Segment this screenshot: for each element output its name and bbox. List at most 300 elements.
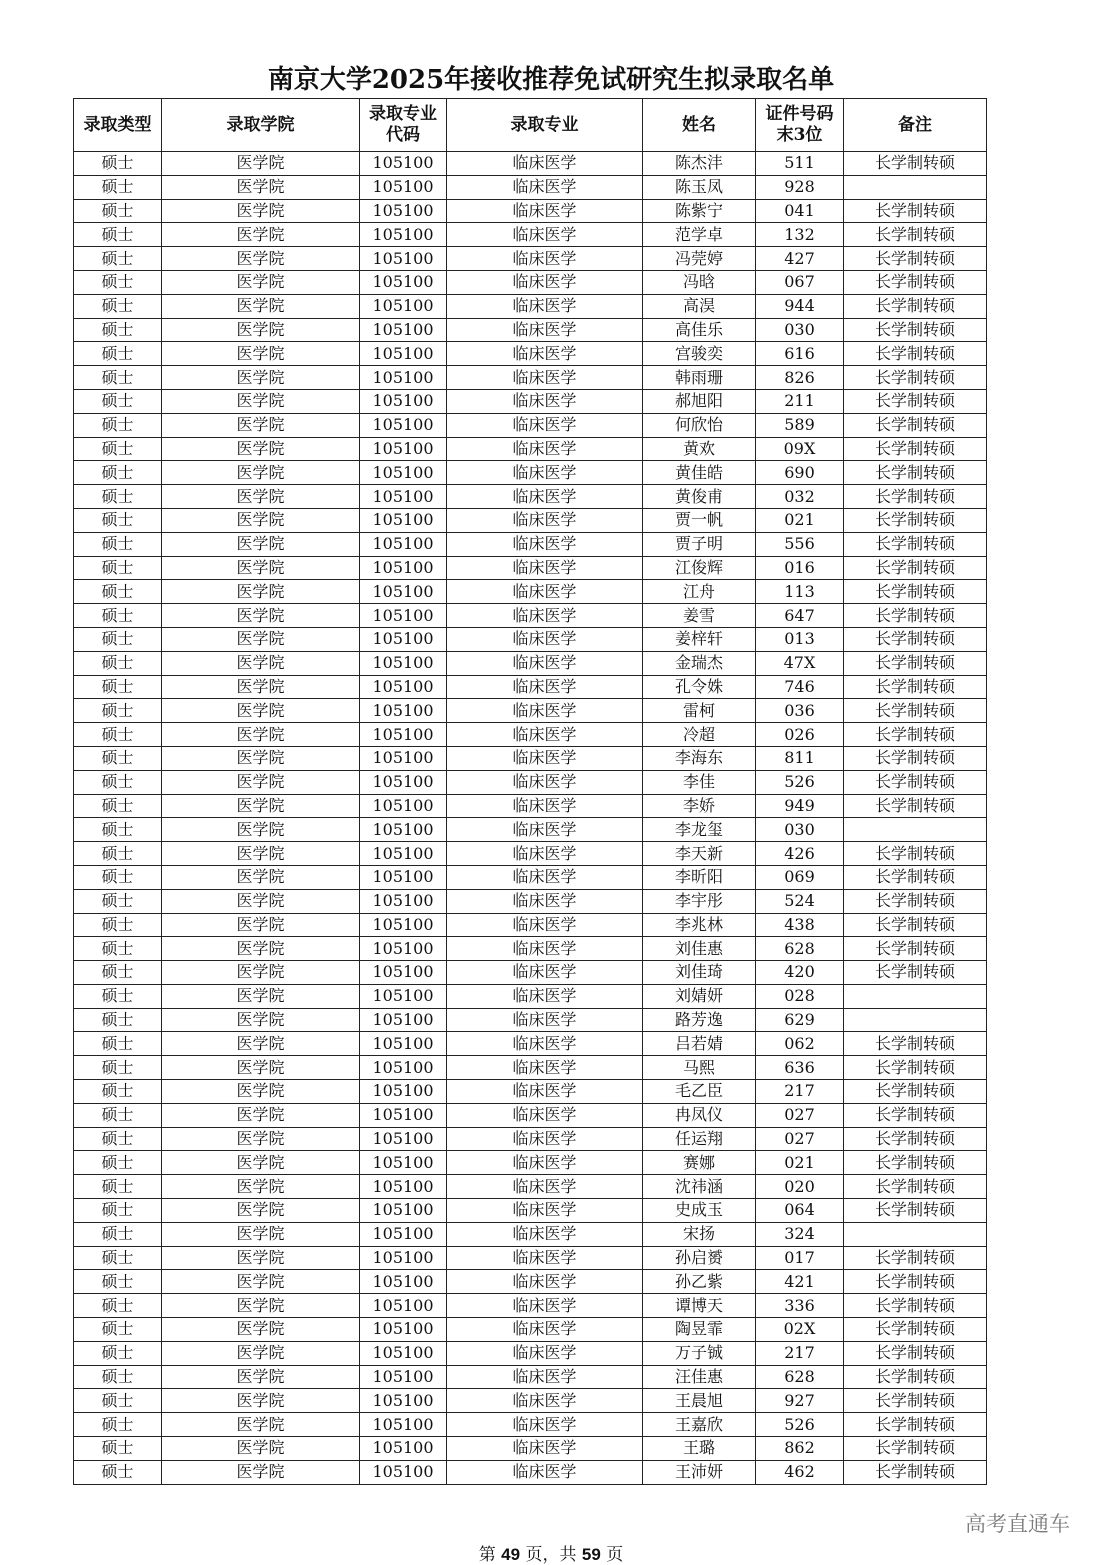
cell-major: 临床医学 (447, 342, 643, 366)
cell-major: 临床医学 (447, 1341, 643, 1365)
cell-code: 105100 (360, 1175, 447, 1199)
cell-name: 李佳 (643, 770, 756, 794)
cell-college: 医学院 (162, 604, 360, 628)
cell-name: 王嘉欣 (643, 1413, 756, 1437)
header-code: 录取专业 代码 (360, 99, 447, 152)
cell-name: 黄佳皓 (643, 461, 756, 485)
cell-id3: 927 (756, 1389, 844, 1413)
table-row (74, 485, 987, 509)
cell-id3: 132 (756, 223, 844, 247)
cell-code: 105100 (360, 1222, 447, 1246)
table-row (74, 699, 987, 723)
cell-id3: 438 (756, 913, 844, 937)
cell-major: 临床医学 (447, 675, 643, 699)
cell-major: 临床医学 (447, 699, 643, 723)
table-row (74, 413, 987, 437)
cell-name: 李昕阳 (643, 865, 756, 889)
page-title: 南京大学2025年接收推荐免试研究生拟录取名单 (267, 65, 835, 95)
table-row (74, 818, 987, 842)
cell-college: 医学院 (162, 627, 360, 651)
cell-note: 长学制转硕 (844, 675, 987, 699)
cell-id3: 690 (756, 461, 844, 485)
cell-type: 硕士 (74, 366, 162, 390)
cell-note: 长学制转硕 (844, 1175, 987, 1199)
cell-college: 医学院 (162, 342, 360, 366)
cell-college: 医学院 (162, 1341, 360, 1365)
cell-note: 长学制转硕 (844, 699, 987, 723)
cell-type: 硕士 (74, 1103, 162, 1127)
cell-id3: 020 (756, 1175, 844, 1199)
cell-major: 临床医学 (447, 1199, 643, 1223)
cell-id3: 036 (756, 699, 844, 723)
cell-name: 冉凤仪 (643, 1103, 756, 1127)
cell-code: 105100 (360, 1341, 447, 1365)
cell-note: 长学制转硕 (844, 937, 987, 961)
cell-note: 长学制转硕 (844, 389, 987, 413)
cell-college: 医学院 (162, 1199, 360, 1223)
table-row (74, 842, 987, 866)
cell-major: 临床医学 (447, 580, 643, 604)
cell-name: 韩雨珊 (643, 366, 756, 390)
table-row (74, 437, 987, 461)
table-row (74, 223, 987, 247)
cell-college: 医学院 (162, 746, 360, 770)
cell-code: 105100 (360, 389, 447, 413)
cell-major: 临床医学 (447, 152, 643, 176)
cell-name: 刘佳琦 (643, 961, 756, 985)
table-row (74, 1294, 987, 1318)
cell-code: 105100 (360, 984, 447, 1008)
cell-college: 医学院 (162, 1151, 360, 1175)
header-college: 录取学院 (162, 99, 360, 152)
cell-major: 临床医学 (447, 1365, 643, 1389)
cell-major: 临床医学 (447, 1318, 643, 1342)
header-major: 录取专业 (447, 99, 643, 152)
cell-name: 郝旭阳 (643, 389, 756, 413)
table-row (74, 961, 987, 985)
cell-id3: 062 (756, 1032, 844, 1056)
cell-type: 硕士 (74, 461, 162, 485)
table-row (74, 1365, 987, 1389)
table-row (74, 1460, 987, 1484)
cell-type: 硕士 (74, 627, 162, 651)
cell-code: 105100 (360, 1056, 447, 1080)
cell-id3: 027 (756, 1103, 844, 1127)
table-row (74, 508, 987, 532)
cell-type: 硕士 (74, 1056, 162, 1080)
cell-college: 医学院 (162, 961, 360, 985)
cell-name: 陶昱霏 (643, 1318, 756, 1342)
cell-type: 硕士 (74, 247, 162, 271)
cell-code: 105100 (360, 294, 447, 318)
cell-college: 医学院 (162, 1103, 360, 1127)
cell-college: 医学院 (162, 1008, 360, 1032)
table-row (74, 461, 987, 485)
cell-name: 刘佳惠 (643, 937, 756, 961)
cell-code: 105100 (360, 1365, 447, 1389)
cell-major: 临床医学 (447, 1222, 643, 1246)
cell-college: 医学院 (162, 842, 360, 866)
cell-major: 临床医学 (447, 508, 643, 532)
cell-name: 孙启赟 (643, 1246, 756, 1270)
cell-note: 长学制转硕 (844, 1246, 987, 1270)
cell-type: 硕士 (74, 1413, 162, 1437)
cell-code: 105100 (360, 699, 447, 723)
table-row (74, 1032, 987, 1056)
cell-code: 105100 (360, 175, 447, 199)
cell-college: 医学院 (162, 1032, 360, 1056)
cell-type: 硕士 (74, 1318, 162, 1342)
cell-code: 105100 (360, 532, 447, 556)
cell-type: 硕士 (74, 294, 162, 318)
cell-id3: 017 (756, 1246, 844, 1270)
cell-name: 李海东 (643, 746, 756, 770)
cell-major: 临床医学 (447, 889, 643, 913)
cell-id3: 041 (756, 199, 844, 223)
cell-code: 105100 (360, 366, 447, 390)
cell-note (844, 1008, 987, 1032)
cell-major: 临床医学 (447, 532, 643, 556)
cell-code: 105100 (360, 889, 447, 913)
cell-code: 105100 (360, 818, 447, 842)
cell-type: 硕士 (74, 1246, 162, 1270)
cell-name: 姜梓轩 (643, 627, 756, 651)
table-row (74, 1056, 987, 1080)
cell-college: 医学院 (162, 1294, 360, 1318)
cell-type: 硕士 (74, 580, 162, 604)
cell-major: 临床医学 (447, 223, 643, 247)
cell-code: 105100 (360, 152, 447, 176)
header-id3: 证件号码 末3位 (756, 99, 844, 152)
cell-code: 105100 (360, 223, 447, 247)
cell-type: 硕士 (74, 913, 162, 937)
cell-code: 105100 (360, 1294, 447, 1318)
cell-college: 医学院 (162, 270, 360, 294)
cell-college: 医学院 (162, 818, 360, 842)
cell-major: 临床医学 (447, 1080, 643, 1104)
table-row (74, 746, 987, 770)
cell-major: 临床医学 (447, 1460, 643, 1484)
cell-note: 长学制转硕 (844, 1365, 987, 1389)
cell-code: 105100 (360, 961, 447, 985)
cell-college: 医学院 (162, 889, 360, 913)
cell-name: 王晨旭 (643, 1389, 756, 1413)
cell-id3: 556 (756, 532, 844, 556)
cell-type: 硕士 (74, 437, 162, 461)
cell-code: 105100 (360, 580, 447, 604)
cell-major: 临床医学 (447, 413, 643, 437)
cell-type: 硕士 (74, 794, 162, 818)
cell-note: 长学制转硕 (844, 1341, 987, 1365)
cell-id3: 032 (756, 485, 844, 509)
cell-major: 临床医学 (447, 437, 643, 461)
cell-name: 高佳乐 (643, 318, 756, 342)
cell-name: 冯晗 (643, 270, 756, 294)
cell-college: 医学院 (162, 1127, 360, 1151)
cell-major: 临床医学 (447, 865, 643, 889)
cell-id3: 811 (756, 746, 844, 770)
cell-major: 临床医学 (447, 746, 643, 770)
cell-id3: 628 (756, 937, 844, 961)
cell-note: 长学制转硕 (844, 651, 987, 675)
cell-id3: 02X (756, 1318, 844, 1342)
cell-college: 医学院 (162, 532, 360, 556)
page-number: 49 (501, 1545, 521, 1564)
watermark: 高考直通车 (965, 1512, 1070, 1536)
cell-code: 105100 (360, 1389, 447, 1413)
table-row (74, 1008, 987, 1032)
cell-name: 王璐 (643, 1437, 756, 1461)
table-row (74, 675, 987, 699)
cell-id3: 064 (756, 1199, 844, 1223)
cell-code: 105100 (360, 413, 447, 437)
table-row (74, 389, 987, 413)
cell-code: 105100 (360, 1437, 447, 1461)
cell-id3: 217 (756, 1080, 844, 1104)
cell-major: 临床医学 (447, 1008, 643, 1032)
table-row (74, 342, 987, 366)
cell-major: 临床医学 (447, 461, 643, 485)
cell-note (844, 175, 987, 199)
cell-name: 吕若婧 (643, 1032, 756, 1056)
table-body (74, 152, 987, 1485)
cell-name: 江舟 (643, 580, 756, 604)
cell-note: 长学制转硕 (844, 723, 987, 747)
cell-code: 105100 (360, 1246, 447, 1270)
cell-type: 硕士 (74, 270, 162, 294)
cell-note: 长学制转硕 (844, 485, 987, 509)
cell-name: 李龙玺 (643, 818, 756, 842)
table-row (74, 865, 987, 889)
cell-type: 硕士 (74, 1222, 162, 1246)
cell-type: 硕士 (74, 818, 162, 842)
cell-id3: 013 (756, 627, 844, 651)
cell-college: 医学院 (162, 508, 360, 532)
cell-type: 硕士 (74, 1151, 162, 1175)
cell-id3: 647 (756, 604, 844, 628)
cell-id3: 524 (756, 889, 844, 913)
cell-college: 医学院 (162, 199, 360, 223)
cell-note: 长学制转硕 (844, 461, 987, 485)
cell-code: 105100 (360, 627, 447, 651)
cell-type: 硕士 (74, 842, 162, 866)
cell-note: 长学制转硕 (844, 1437, 987, 1461)
cell-type: 硕士 (74, 1341, 162, 1365)
cell-college: 医学院 (162, 1460, 360, 1484)
cell-name: 马熙 (643, 1056, 756, 1080)
cell-code: 105100 (360, 199, 447, 223)
cell-major: 临床医学 (447, 937, 643, 961)
cell-code: 105100 (360, 770, 447, 794)
cell-code: 105100 (360, 746, 447, 770)
cell-note: 长学制转硕 (844, 770, 987, 794)
cell-note (844, 984, 987, 1008)
cell-note (844, 1222, 987, 1246)
cell-note: 长学制转硕 (844, 532, 987, 556)
cell-college: 医学院 (162, 485, 360, 509)
cell-college: 医学院 (162, 223, 360, 247)
cell-name: 贾子明 (643, 532, 756, 556)
cell-id3: 462 (756, 1460, 844, 1484)
cell-code: 105100 (360, 1460, 447, 1484)
cell-college: 医学院 (162, 1413, 360, 1437)
cell-major: 临床医学 (447, 913, 643, 937)
cell-note: 长学制转硕 (844, 366, 987, 390)
cell-name: 孔令姝 (643, 675, 756, 699)
cell-note: 长学制转硕 (844, 342, 987, 366)
cell-major: 临床医学 (447, 1032, 643, 1056)
cell-college: 医学院 (162, 699, 360, 723)
cell-code: 105100 (360, 723, 447, 747)
cell-type: 硕士 (74, 699, 162, 723)
cell-note: 长学制转硕 (844, 842, 987, 866)
cell-type: 硕士 (74, 223, 162, 247)
cell-college: 医学院 (162, 1080, 360, 1104)
cell-note: 长学制转硕 (844, 889, 987, 913)
cell-id3: 949 (756, 794, 844, 818)
cell-type: 硕士 (74, 865, 162, 889)
cell-name: 冷超 (643, 723, 756, 747)
cell-major: 临床医学 (447, 318, 643, 342)
cell-type: 硕士 (74, 984, 162, 1008)
cell-id3: 021 (756, 1151, 844, 1175)
cell-college: 医学院 (162, 1365, 360, 1389)
cell-note: 长学制转硕 (844, 1103, 987, 1127)
cell-major: 临床医学 (447, 175, 643, 199)
table-row (74, 294, 987, 318)
cell-type: 硕士 (74, 604, 162, 628)
cell-major: 临床医学 (447, 1270, 643, 1294)
cell-college: 医学院 (162, 294, 360, 318)
cell-note: 长学制转硕 (844, 223, 987, 247)
cell-type: 硕士 (74, 556, 162, 580)
cell-note (844, 818, 987, 842)
cell-id3: 217 (756, 1341, 844, 1365)
cell-code: 105100 (360, 1032, 447, 1056)
cell-major: 临床医学 (447, 1103, 643, 1127)
cell-type: 硕士 (74, 1080, 162, 1104)
table-row (74, 604, 987, 628)
table-row (74, 889, 987, 913)
cell-code: 105100 (360, 342, 447, 366)
cell-note: 长学制转硕 (844, 199, 987, 223)
cell-code: 105100 (360, 937, 447, 961)
cell-major: 临床医学 (447, 1294, 643, 1318)
cell-college: 医学院 (162, 865, 360, 889)
cell-name: 毛乙臣 (643, 1080, 756, 1104)
cell-major: 临床医学 (447, 604, 643, 628)
cell-id3: 069 (756, 865, 844, 889)
cell-id3: 021 (756, 508, 844, 532)
cell-note: 长学制转硕 (844, 152, 987, 176)
cell-note: 长学制转硕 (844, 794, 987, 818)
page-total: 59 (581, 1545, 601, 1564)
cell-college: 医学院 (162, 556, 360, 580)
cell-note: 长学制转硕 (844, 1318, 987, 1342)
cell-type: 硕士 (74, 1460, 162, 1484)
table-row (74, 247, 987, 271)
header-note: 备注 (844, 99, 987, 152)
cell-type: 硕士 (74, 342, 162, 366)
cell-code: 105100 (360, 1199, 447, 1223)
cell-major: 临床医学 (447, 1437, 643, 1461)
cell-name: 李宇彤 (643, 889, 756, 913)
cell-note: 长学制转硕 (844, 1199, 987, 1223)
cell-code: 105100 (360, 318, 447, 342)
cell-id3: 426 (756, 842, 844, 866)
cell-name: 金瑞杰 (643, 651, 756, 675)
cell-note: 长学制转硕 (844, 604, 987, 628)
table-row (74, 984, 987, 1008)
admission-table (73, 98, 987, 1485)
cell-note: 长学制转硕 (844, 413, 987, 437)
cell-name: 高淏 (643, 294, 756, 318)
cell-name: 谭博天 (643, 1294, 756, 1318)
cell-name: 何欣怡 (643, 413, 756, 437)
cell-code: 105100 (360, 651, 447, 675)
cell-major: 临床医学 (447, 199, 643, 223)
cell-major: 临床医学 (447, 1127, 643, 1151)
table-row (74, 199, 987, 223)
cell-code: 105100 (360, 794, 447, 818)
cell-college: 医学院 (162, 318, 360, 342)
cell-note: 长学制转硕 (844, 1270, 987, 1294)
cell-name: 陈紫宁 (643, 199, 756, 223)
cell-major: 临床医学 (447, 485, 643, 509)
cell-college: 医学院 (162, 1175, 360, 1199)
cell-code: 105100 (360, 865, 447, 889)
cell-code: 105100 (360, 508, 447, 532)
cell-major: 临床医学 (447, 984, 643, 1008)
cell-major: 临床医学 (447, 842, 643, 866)
table-row (74, 1413, 987, 1437)
table-row (74, 1080, 987, 1104)
cell-name: 赛娜 (643, 1151, 756, 1175)
cell-note: 长学制转硕 (844, 865, 987, 889)
table-row (74, 1246, 987, 1270)
cell-note: 长学制转硕 (844, 294, 987, 318)
cell-college: 医学院 (162, 794, 360, 818)
cell-note: 长学制转硕 (844, 913, 987, 937)
cell-type: 硕士 (74, 675, 162, 699)
cell-name: 范学卓 (643, 223, 756, 247)
cell-note: 长学制转硕 (844, 746, 987, 770)
cell-id3: 47X (756, 651, 844, 675)
cell-college: 医学院 (162, 580, 360, 604)
cell-name: 姜雪 (643, 604, 756, 628)
cell-id3: 862 (756, 1437, 844, 1461)
cell-id3: 016 (756, 556, 844, 580)
cell-type: 硕士 (74, 175, 162, 199)
cell-id3: 636 (756, 1056, 844, 1080)
table-row (74, 318, 987, 342)
cell-name: 汪佳惠 (643, 1365, 756, 1389)
table-row (74, 270, 987, 294)
table-row (74, 723, 987, 747)
cell-note: 长学制转硕 (844, 1413, 987, 1437)
cell-code: 105100 (360, 437, 447, 461)
cell-type: 硕士 (74, 746, 162, 770)
cell-type: 硕士 (74, 1365, 162, 1389)
cell-major: 临床医学 (447, 1151, 643, 1175)
cell-id3: 746 (756, 675, 844, 699)
cell-major: 临床医学 (447, 1175, 643, 1199)
page-footer: 第 49 页，共 59 页 (478, 1545, 624, 1565)
cell-college: 医学院 (162, 461, 360, 485)
cell-college: 医学院 (162, 675, 360, 699)
cell-college: 医学院 (162, 723, 360, 747)
cell-name: 宫骏奕 (643, 342, 756, 366)
